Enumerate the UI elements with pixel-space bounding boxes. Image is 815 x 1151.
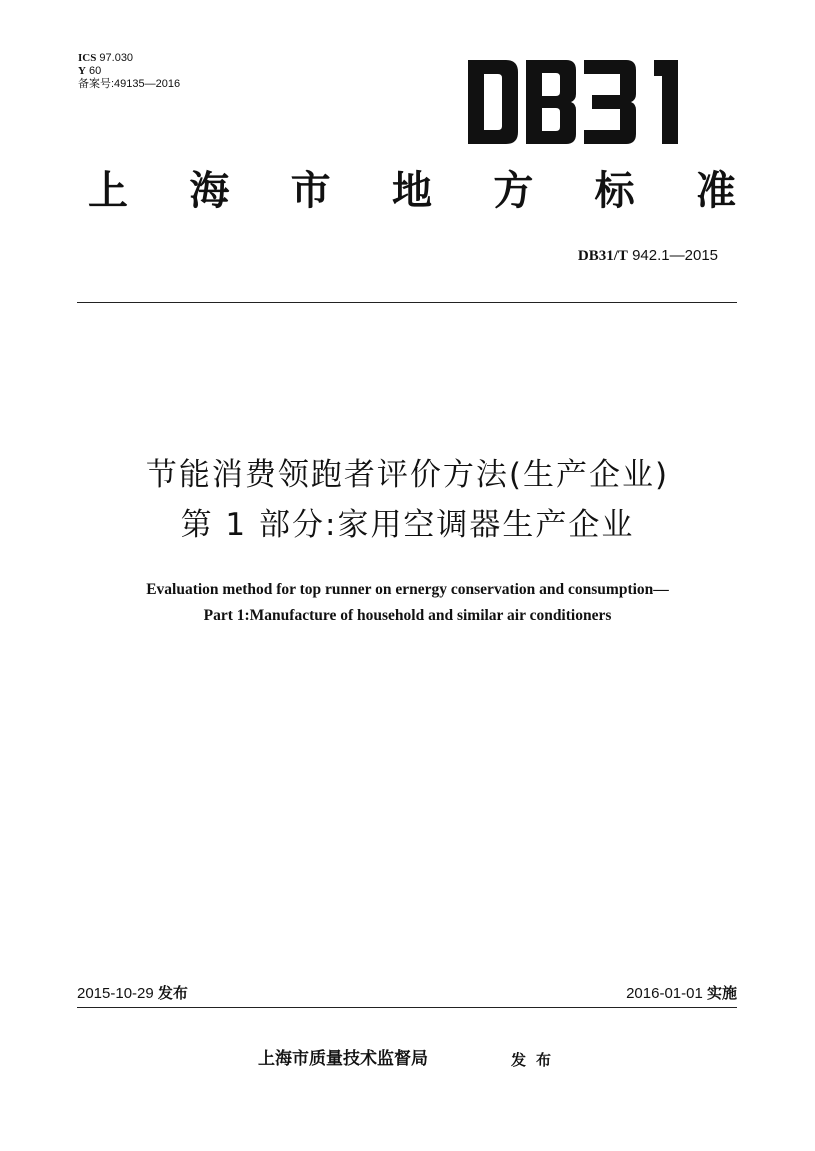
publish-date [77,983,188,1004]
issuer-action: 发布 [511,1051,562,1069]
standard-code [578,246,718,266]
implement-date-value: 2016-01-01 [626,985,703,1002]
standard-type-char: 海 [189,168,230,214]
standard-type-char: 准 [695,168,736,214]
chinese-title-line-1: 节能消费领跑者评价方法(生产企业) [145,457,670,493]
bottom-divider [77,1007,737,1008]
header-metadata [78,52,180,91]
chinese-title-line-2: 第 1 部分:家用空调器生产企业 [180,507,635,543]
classification-value: 60 [89,65,102,77]
publish-label: 发布 [157,984,188,1002]
standard-type-char: 市 [290,168,331,214]
standard-type-char: 方 [493,168,534,214]
implement-label: 实施 [706,984,737,1002]
standard-code-prefix: DB31/T [577,248,628,264]
english-title-line-1: Evaluation method for top runner on ernergy conservation and consumption— [146,581,669,598]
db31-logo [468,60,694,144]
top-divider [77,302,737,303]
classification-line [78,65,180,78]
implement-date [626,983,737,1004]
issuer-name: 上海市质量技术监督局 [258,1049,428,1069]
standard-type-char: 上 [88,168,128,214]
standard-type-char: 地 [391,168,432,214]
standard-type-title [88,164,736,218]
record-number: 备案号:49135—2016 [78,78,181,90]
ics-value: 97.030 [99,52,134,64]
standard-type-char: 标 [594,168,635,214]
publish-date-value: 2015-10-29 [77,985,154,1002]
classification-key: Y [78,65,86,77]
english-title-line-2: Part 1:Manufacture of household and similar air conditioners [203,607,612,624]
ics-line [78,52,180,65]
ics-key: ICS [78,52,97,64]
standard-code-number: 942.1—2015 [632,247,718,264]
